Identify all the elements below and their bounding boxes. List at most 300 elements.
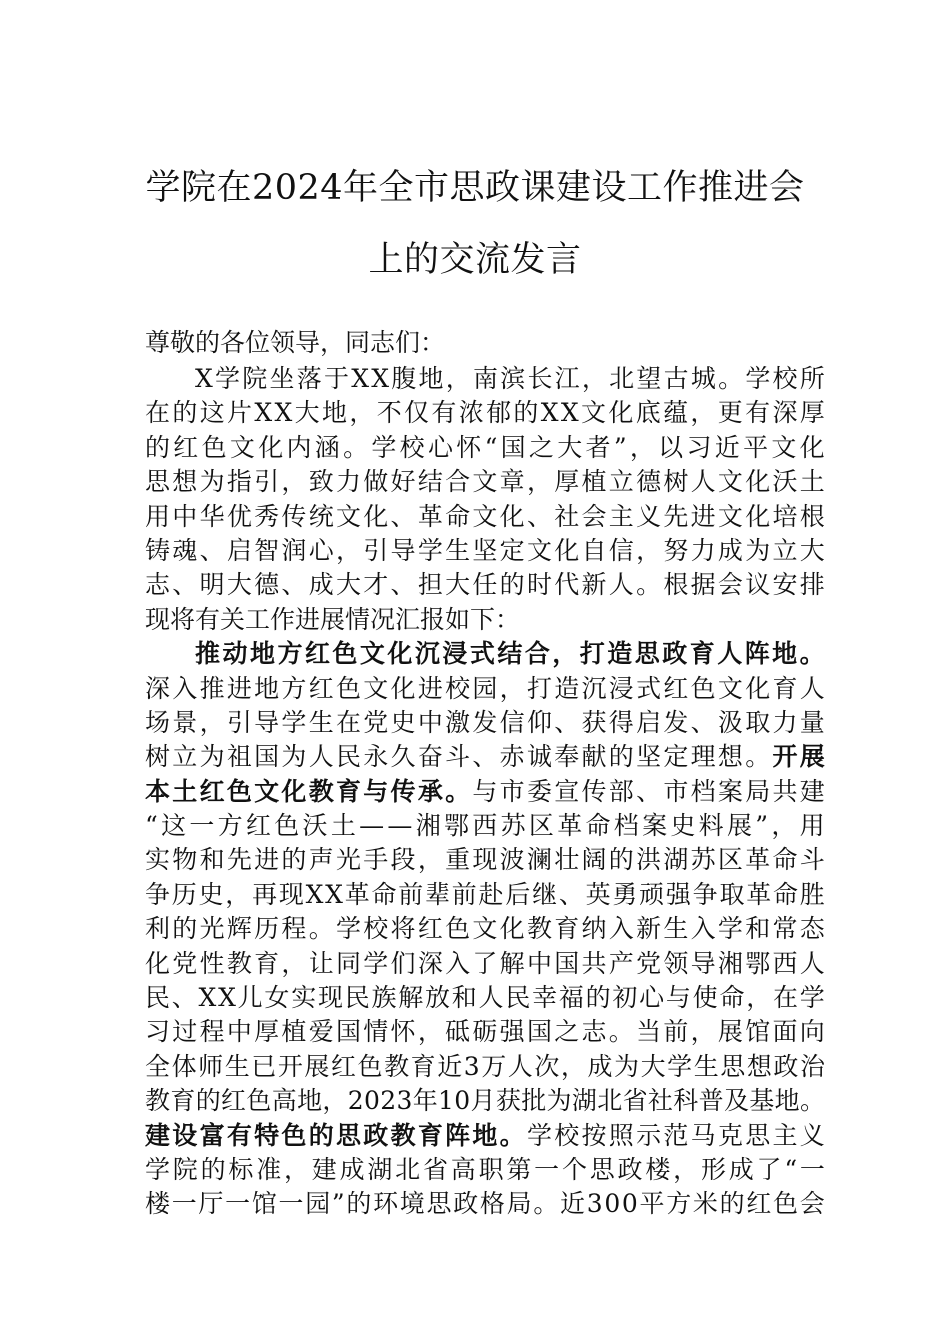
bold-text: 展 <box>799 742 825 772</box>
text: 命 <box>719 983 745 1013</box>
text: ， <box>746 983 772 1013</box>
text: 当 <box>636 1017 662 1047</box>
text: 大 <box>294 398 320 428</box>
text: 领 <box>663 948 689 978</box>
text: 国 <box>526 1017 552 1047</box>
text: 性 <box>199 948 225 978</box>
bold-text: 动 <box>222 639 248 669</box>
text-line <box>145 672 825 706</box>
text: 好 <box>390 467 416 497</box>
bold-text: 浸 <box>442 639 468 669</box>
text: 文 <box>229 432 255 462</box>
text: 辉 <box>226 914 252 944</box>
text: 想 <box>746 1051 772 1081</box>
text: 、 <box>172 570 198 600</box>
text: ， <box>526 467 552 497</box>
text: 文 <box>717 467 743 497</box>
text: 化 <box>499 501 525 531</box>
bold-text: 方 <box>277 639 303 669</box>
text: 文 <box>472 467 498 497</box>
text: 范 <box>663 1120 689 1150</box>
text: 向 <box>799 1017 825 1047</box>
text: 成 <box>717 535 743 565</box>
text: 初 <box>612 983 638 1013</box>
text: ， <box>690 1017 716 1047</box>
text-line <box>145 1119 825 1153</box>
text: 前 <box>398 879 424 909</box>
text: 解 <box>398 983 424 1013</box>
text: 教 <box>526 914 552 944</box>
text: 3 <box>586 1189 603 1219</box>
text: 深 <box>772 398 798 428</box>
text: 历 <box>171 879 197 909</box>
text: 祖 <box>226 742 252 772</box>
text: 学 <box>417 535 443 565</box>
text: 生 <box>445 535 471 565</box>
text: 示 <box>636 1120 662 1150</box>
text: 获 <box>581 707 607 737</box>
bold-text: 设 <box>172 1120 198 1150</box>
text: 、 <box>281 570 307 600</box>
text: 史 <box>390 707 416 737</box>
text: 启 <box>636 707 662 737</box>
text: 定 <box>663 742 689 772</box>
bold-text: 教 <box>308 776 334 806</box>
text: 按 <box>581 1120 607 1150</box>
bold-text: 色 <box>281 1120 307 1150</box>
text: 光 <box>335 845 361 875</box>
text: 新 <box>636 914 662 944</box>
text-line <box>145 1084 825 1118</box>
text: 推 <box>199 673 225 703</box>
text: 致 <box>308 467 334 497</box>
text: ， <box>225 879 251 909</box>
text: 中 <box>417 707 443 737</box>
text: 学 <box>363 948 389 978</box>
text: 、 <box>558 879 584 909</box>
text: 人 <box>799 948 825 978</box>
text: 仅 <box>404 398 430 428</box>
text: 坚 <box>636 742 662 772</box>
text: 力 <box>690 535 716 565</box>
text: 为 <box>281 742 307 772</box>
text: 献 <box>581 742 607 772</box>
text: 心 <box>308 535 334 565</box>
text: 、 <box>636 776 662 806</box>
text: 引 <box>363 535 389 565</box>
text: 之 <box>554 1017 580 1047</box>
bold-text: 化 <box>281 776 307 806</box>
bold-text: 传 <box>390 776 416 806</box>
bold-text: 结 <box>497 639 523 669</box>
text: 再 <box>252 879 278 909</box>
text-line <box>145 431 825 465</box>
text: 底 <box>635 398 661 428</box>
text: 任 <box>472 570 498 600</box>
text: 地 <box>418 364 444 393</box>
text: 争 <box>692 879 718 909</box>
text: 地 <box>297 1086 323 1116</box>
text: 及 <box>723 1086 749 1116</box>
text: 化 <box>799 432 825 462</box>
text-line <box>145 637 825 671</box>
bold-text: ， <box>552 639 578 669</box>
text: 政 <box>453 1189 479 1219</box>
text-line <box>145 947 825 981</box>
bold-text: 合 <box>524 639 550 669</box>
text: 苏 <box>500 811 526 841</box>
text: 纳 <box>581 914 607 944</box>
text: 西 <box>472 811 498 841</box>
text: 自 <box>581 535 607 565</box>
text: 育 <box>772 673 798 703</box>
text: 、 <box>390 501 416 531</box>
text: 的 <box>172 398 198 428</box>
text: 平 <box>743 432 769 462</box>
text: 勇 <box>612 879 638 909</box>
text: 湖 <box>571 1086 597 1116</box>
text: 建 <box>799 776 825 806</box>
bold-text: 思 <box>634 639 660 669</box>
text: 于 <box>323 364 349 393</box>
text: 成 <box>339 1154 365 1184</box>
text: 校 <box>363 914 389 944</box>
text: 腹 <box>391 364 417 393</box>
text: X <box>560 398 579 428</box>
bold-text: 政 <box>363 1120 389 1150</box>
text: 准 <box>256 1154 282 1184</box>
text: 引 <box>226 707 252 737</box>
text: 学 <box>335 914 361 944</box>
text: 档 <box>690 776 716 806</box>
text: 色 <box>274 811 300 841</box>
text: 为 <box>546 1086 572 1116</box>
text: 、 <box>690 707 716 737</box>
text: 育 <box>170 1086 196 1116</box>
text: 大 <box>445 570 471 600</box>
text: 馆 <box>251 1189 277 1219</box>
text: 已 <box>251 1051 277 1081</box>
text: 郁 <box>486 398 512 428</box>
text: 鄂 <box>444 811 470 841</box>
text: 社 <box>647 1086 673 1116</box>
text: “ <box>145 811 158 841</box>
text: 0 <box>454 1086 471 1116</box>
text: 砺 <box>472 1017 498 1047</box>
text: 科 <box>673 1086 699 1116</box>
text: 教 <box>145 1086 171 1116</box>
text: 不 <box>376 398 402 428</box>
text: 命 <box>371 879 397 909</box>
text: 态 <box>799 914 825 944</box>
text: 的 <box>281 845 307 875</box>
text: 的 <box>608 845 634 875</box>
text: 人 <box>478 983 504 1013</box>
bold-text: 。 <box>799 639 825 669</box>
text: — <box>359 811 385 841</box>
text: 让 <box>308 948 334 978</box>
text: 取 <box>745 707 771 737</box>
text: 大 <box>557 432 583 462</box>
text: 学 <box>745 364 771 393</box>
text: 手 <box>363 845 389 875</box>
text: 优 <box>226 501 252 531</box>
text: 在 <box>335 707 361 737</box>
text: 厅 <box>198 1189 224 1219</box>
text: 德 <box>636 467 662 497</box>
bold-text: 文 <box>359 639 385 669</box>
text: 会 <box>799 1189 825 1219</box>
text: 沃 <box>772 467 798 497</box>
text: 园 <box>305 1189 331 1219</box>
text: 3 <box>396 1086 413 1116</box>
text: 将 <box>390 914 416 944</box>
text-line <box>145 1050 825 1084</box>
text: ， <box>349 398 375 428</box>
text: 立 <box>772 535 798 565</box>
text: 奉 <box>554 742 580 772</box>
text: 量 <box>799 707 825 737</box>
text-line <box>145 1153 825 1187</box>
text: 议 <box>745 570 771 600</box>
text: 程 <box>281 914 307 944</box>
text: 进 <box>254 845 280 875</box>
text: 学 <box>526 1120 552 1150</box>
text: 。 <box>533 1189 559 1219</box>
bold-text: 沉 <box>414 639 440 669</box>
text: 、 <box>554 707 580 737</box>
text: 校 <box>554 1120 580 1150</box>
text: 民 <box>335 742 361 772</box>
text: 永 <box>363 742 389 772</box>
text: 区 <box>717 845 743 875</box>
text: 赴 <box>478 879 504 909</box>
text: 革 <box>417 501 443 531</box>
text: 1 <box>438 1086 454 1116</box>
text-line <box>145 465 825 499</box>
text: 部 <box>608 776 634 806</box>
text: 思 <box>589 1154 615 1184</box>
text: 人 <box>507 1051 533 1081</box>
bold-text: 红 <box>304 639 330 669</box>
text: 案 <box>717 776 743 806</box>
text: 标 <box>228 1154 254 1184</box>
text: 合 <box>445 467 471 497</box>
text: 智 <box>254 535 280 565</box>
text: 教 <box>226 948 252 978</box>
text: 习 <box>145 1017 171 1047</box>
text: 共 <box>581 948 607 978</box>
text: 物 <box>172 845 198 875</box>
text: 为 <box>745 535 771 565</box>
text: 近 <box>714 432 740 462</box>
text: 利 <box>145 914 171 944</box>
text: ， <box>199 707 225 737</box>
text: 院 <box>242 364 268 393</box>
bold-text: 土 <box>172 776 198 806</box>
text: X <box>274 398 293 428</box>
text: 化 <box>145 948 171 978</box>
text: ， <box>445 364 471 393</box>
bold-text: 教 <box>390 1120 416 1150</box>
text: 场 <box>145 707 171 737</box>
text: 心 <box>639 983 665 1013</box>
text: 过 <box>172 1017 198 1047</box>
text: 争 <box>145 879 171 909</box>
bold-text: 阵 <box>744 639 770 669</box>
document-title-line-2: 上的交流发言 <box>368 240 582 280</box>
text: 望 <box>636 364 662 393</box>
text: 学 <box>281 707 307 737</box>
text: 指 <box>226 467 252 497</box>
text: 党 <box>172 948 198 978</box>
text: 全 <box>145 1051 171 1081</box>
text: 色 <box>357 1051 383 1081</box>
text: 片 <box>227 398 253 428</box>
text: 湘 <box>717 948 743 978</box>
greeting: 尊敬的各位领导，同志们： <box>145 328 446 357</box>
text: 赤 <box>499 742 525 772</box>
text: 引 <box>254 467 280 497</box>
text: 大 <box>226 570 252 600</box>
text: 涵 <box>314 432 340 462</box>
text: 大 <box>640 1051 666 1081</box>
text: 培 <box>772 501 798 531</box>
text: 红 <box>417 914 443 944</box>
text: 主 <box>772 1120 798 1150</box>
bold-text: 。 <box>499 1120 525 1150</box>
text: ， <box>581 364 607 393</box>
text: 怀 <box>456 432 482 462</box>
text: 的 <box>585 983 611 1013</box>
bold-text: 特 <box>254 1120 280 1150</box>
bold-text: 政 <box>662 639 688 669</box>
text: 厚 <box>254 1017 280 1047</box>
text: 红 <box>663 673 689 703</box>
text: 文 <box>526 535 552 565</box>
text: 强 <box>499 1017 525 1047</box>
text: 启 <box>226 535 252 565</box>
text: 命 <box>772 845 798 875</box>
text: X <box>371 364 390 393</box>
text: 现 <box>472 845 498 875</box>
text: 定 <box>499 535 525 565</box>
bold-text: 色 <box>226 776 252 806</box>
text: 色 <box>201 432 227 462</box>
text: 苏 <box>690 845 716 875</box>
text: 铸 <box>145 535 171 565</box>
text: 入 <box>608 914 634 944</box>
bold-text: 地 <box>472 1120 498 1150</box>
text: 想 <box>172 467 198 497</box>
text: 育 <box>254 948 280 978</box>
text: 色 <box>690 673 716 703</box>
text: 0 <box>604 1189 621 1219</box>
text: 化 <box>608 398 634 428</box>
text: 深 <box>145 673 171 703</box>
bold-text: 推 <box>195 639 221 669</box>
bold-text: 育 <box>417 1120 443 1150</box>
text: 诚 <box>526 742 552 772</box>
text: 壮 <box>554 845 580 875</box>
text: 学 <box>145 1154 171 1184</box>
text: 成 <box>308 570 334 600</box>
text: 信 <box>608 535 634 565</box>
text: 育 <box>410 1051 436 1081</box>
bold-text: 地 <box>249 639 275 669</box>
text: 党 <box>363 707 389 737</box>
text: 。 <box>343 432 369 462</box>
text: 强 <box>665 879 691 909</box>
text: 力 <box>335 467 361 497</box>
text: 志 <box>581 1017 607 1047</box>
text: 。 <box>799 1086 825 1116</box>
text-line <box>145 740 825 774</box>
text: 学 <box>667 1051 693 1081</box>
text: 树 <box>663 467 689 497</box>
text: 中 <box>226 1017 252 1047</box>
text: 树 <box>145 742 171 772</box>
text: 打 <box>526 673 552 703</box>
text: 红 <box>308 673 334 703</box>
text: 常 <box>772 914 798 944</box>
text: 与 <box>472 776 498 806</box>
text: 国 <box>554 948 580 978</box>
bold-text: 文 <box>254 776 280 806</box>
text: 激 <box>445 707 471 737</box>
text: 。 <box>608 1017 634 1047</box>
text: 根 <box>799 501 825 531</box>
text: 才 <box>363 570 389 600</box>
text: 放 <box>425 983 451 1013</box>
text: 用 <box>799 811 825 841</box>
text: 校 <box>772 364 798 393</box>
text: 后 <box>505 879 531 909</box>
text: 克 <box>717 1120 743 1150</box>
text: 一 <box>799 1154 825 1184</box>
text: 内 <box>286 432 312 462</box>
text: 做 <box>363 467 389 497</box>
text: 的 <box>608 742 634 772</box>
text: “ <box>784 1154 798 1184</box>
text: 前 <box>663 1017 689 1047</box>
text: 人 <box>308 742 334 772</box>
text: 现将有关工作进展情况汇报如下： <box>145 604 521 634</box>
text: 得 <box>608 707 634 737</box>
text: 的 <box>513 398 539 428</box>
text: 坐 <box>269 364 295 393</box>
text: 时 <box>526 570 552 600</box>
text: 党 <box>636 948 662 978</box>
body-paragraph <box>145 362 825 1222</box>
text: 年 <box>412 1086 438 1116</box>
text: 第 <box>506 1154 532 1184</box>
text: 学 <box>371 432 397 462</box>
text: 立 <box>172 742 198 772</box>
text: 国 <box>335 1017 361 1047</box>
text: 的 <box>145 432 171 462</box>
text: 汲 <box>717 707 743 737</box>
text: 的 <box>719 1189 745 1219</box>
text: 安 <box>772 570 798 600</box>
text: 西 <box>772 948 798 978</box>
text: 政 <box>773 1051 799 1081</box>
text: 明 <box>199 570 225 600</box>
text: 结 <box>417 467 443 497</box>
text: 生 <box>308 707 334 737</box>
text: 大 <box>335 570 361 600</box>
text: 长 <box>527 364 553 393</box>
